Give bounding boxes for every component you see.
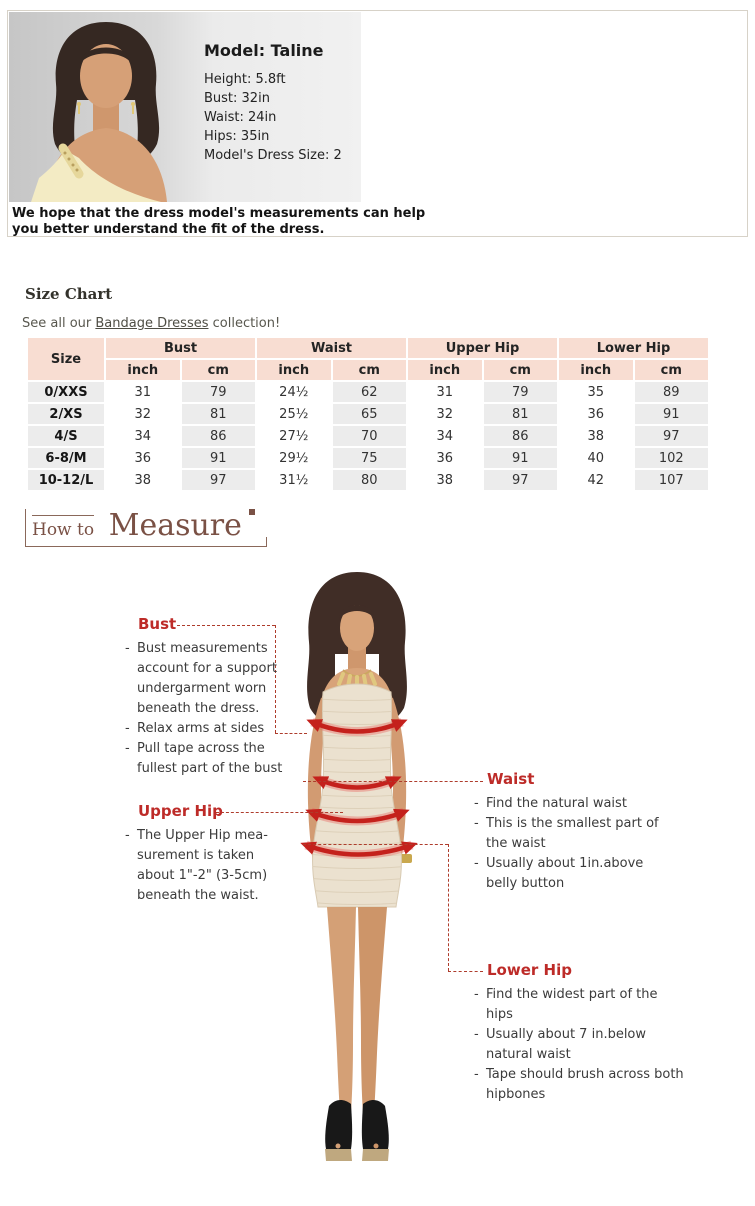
list-item: - Tape should brush across both hipbones [473, 1065, 685, 1105]
value-cell: 38 [408, 470, 482, 490]
bust-tips-list [124, 639, 286, 779]
square-bullet-icon [249, 509, 255, 515]
size-cell: 4/S [28, 426, 104, 446]
measure-label: Measure [108, 508, 242, 543]
table-unit-header-row [28, 360, 708, 380]
value-cell: 91 [182, 448, 256, 468]
lower-hip-tips-list [473, 985, 685, 1105]
collection-line [22, 316, 280, 331]
size-chart-table [26, 336, 710, 492]
lower-hip-connector-line [448, 844, 449, 971]
col-group-upper-hip: Upper Hip [408, 338, 557, 358]
value-cell: 80 [333, 470, 407, 490]
measure-model-figure [263, 558, 475, 1203]
size-cell: 2/XS [28, 404, 104, 424]
col-group-bust: Bust [106, 338, 255, 358]
value-cell: 35 [559, 382, 633, 402]
value-cell: 25½ [257, 404, 331, 424]
list-item: - Pull tape across the fullest part of the bust [124, 739, 286, 779]
model-details [204, 41, 354, 165]
value-cell: 36 [106, 448, 180, 468]
col-group-waist: Waist [257, 338, 406, 358]
value-cell: 31 [408, 382, 482, 402]
table-row [28, 382, 708, 402]
unit-header-inch: inch [408, 360, 482, 380]
table-row [28, 470, 708, 490]
model-bust: Bust: 32in [204, 91, 270, 106]
bust-label: Bust [138, 615, 177, 633]
waist-connector-line [303, 781, 483, 782]
lower-hip-connector-line [448, 971, 483, 972]
collection-prefix: See all our [22, 316, 96, 331]
col-group-lower-hip: Lower Hip [559, 338, 708, 358]
value-cell: 65 [333, 404, 407, 424]
table-row [28, 426, 708, 446]
list-item: - Relax arms at sides [124, 719, 286, 739]
list-item: - Find the natural waist [473, 794, 678, 814]
model-dress-size: Model's Dress Size: 2 [204, 148, 342, 163]
value-cell: 81 [182, 404, 256, 424]
value-cell: 38 [559, 426, 633, 446]
value-cell: 42 [559, 470, 633, 490]
lower-hip-connector-line [303, 844, 448, 845]
unit-header-inch: inch [559, 360, 633, 380]
unit-header-cm: cm [484, 360, 558, 380]
value-cell: 79 [484, 382, 558, 402]
value-cell: 31 [106, 382, 180, 402]
value-cell: 31½ [257, 470, 331, 490]
value-cell: 32 [106, 404, 180, 424]
value-cell: 102 [635, 448, 709, 468]
lower-hip-label: Lower Hip [487, 961, 572, 979]
list-item: - Bust measurements account for a support undergarment worn beneath the dress. [124, 639, 286, 719]
value-cell: 24½ [257, 382, 331, 402]
size-cell: 10-12/L [28, 470, 104, 490]
bust-connector-line [177, 625, 275, 626]
model-caption: We hope that the dress model's measurements can help you better understand the fit of the dress. [12, 206, 426, 237]
table-row [28, 404, 708, 424]
value-cell: 75 [333, 448, 407, 468]
value-cell: 29½ [257, 448, 331, 468]
size-cell: 0/XXS [28, 382, 104, 402]
value-cell: 86 [182, 426, 256, 446]
value-cell: 91 [484, 448, 558, 468]
value-cell: 36 [559, 404, 633, 424]
value-cell: 97 [484, 470, 558, 490]
value-cell: 62 [333, 382, 407, 402]
unit-header-inch: inch [106, 360, 180, 380]
how-to-label: How to [32, 515, 94, 540]
value-cell: 79 [182, 382, 256, 402]
value-cell: 97 [182, 470, 256, 490]
value-cell: 36 [408, 448, 482, 468]
value-cell: 40 [559, 448, 633, 468]
model-info-box [7, 10, 748, 237]
collection-suffix: collection! [208, 316, 281, 331]
unit-header-cm: cm [333, 360, 407, 380]
size-cell: 6-8/M [28, 448, 104, 468]
list-item: - Usually about 1in.above belly button [473, 854, 678, 894]
unit-header-cm: cm [182, 360, 256, 380]
model-hips: Hips: 35in [204, 129, 270, 144]
list-item: - The Upper Hip mea-surement is taken about 1"-2" (3-5cm) beneath the waist. [124, 826, 286, 906]
unit-header-inch: inch [257, 360, 331, 380]
list-item: - Find the widest part of the hips [473, 985, 685, 1025]
value-cell: 97 [635, 426, 709, 446]
value-cell: 91 [635, 404, 709, 424]
measure-diagram [0, 552, 755, 1206]
value-cell: 32 [408, 404, 482, 424]
model-waist: Waist: 24in [204, 110, 277, 125]
table-group-header-row [28, 338, 708, 358]
size-chart-heading: Size Chart [25, 285, 113, 303]
table-row [28, 448, 708, 468]
upper-hip-tips-list [124, 826, 286, 906]
waist-label: Waist [487, 770, 535, 788]
bandage-dresses-link[interactable]: Bandage Dresses [95, 316, 209, 331]
value-cell: 86 [484, 426, 558, 446]
value-cell: 89 [635, 382, 709, 402]
model-name: Model: Taline [204, 41, 324, 60]
upper-hip-connector-line [216, 812, 343, 813]
value-cell: 34 [106, 426, 180, 446]
col-header-size: Size [28, 338, 104, 380]
how-to-measure-heading [25, 509, 267, 547]
value-cell: 107 [635, 470, 709, 490]
value-cell: 34 [408, 426, 482, 446]
waist-tips-list [473, 794, 678, 894]
list-item: - Usually about 7 in.below natural waist [473, 1025, 685, 1065]
value-cell: 27½ [257, 426, 331, 446]
list-item: - This is the smallest part of the waist [473, 814, 678, 854]
value-cell: 70 [333, 426, 407, 446]
value-cell: 81 [484, 404, 558, 424]
upper-hip-label: Upper Hip [138, 802, 223, 820]
model-height: Height: 5.8ft [204, 72, 286, 87]
value-cell: 38 [106, 470, 180, 490]
unit-header-cm: cm [635, 360, 709, 380]
